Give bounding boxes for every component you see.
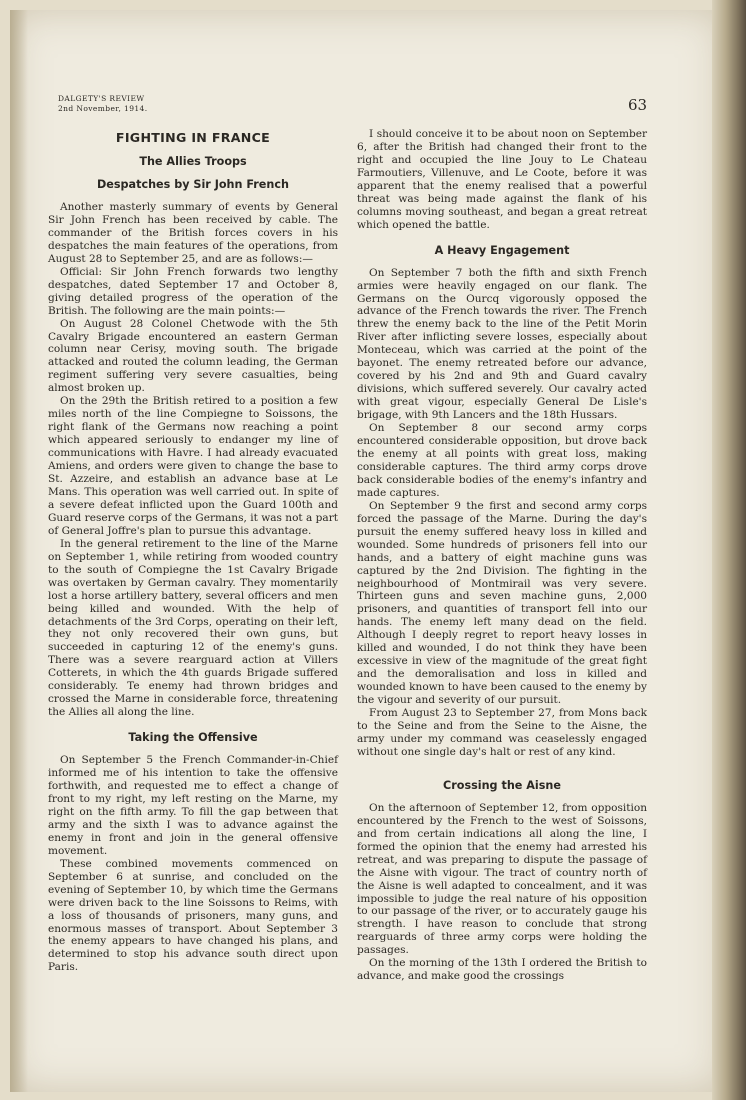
paragraph: On September 5 the French Commander-in-Chief informed me of his intention to take the offensive forthwith, and requested me to effect a change of front to my right, my left resting on the Marne, my right on the fifth army. To fill the gap between that army and the sixth I was to advance against the enemy in front and join in the general offensive movement. [48, 754, 338, 857]
paragraph: Official: Sir John French forwards two lengthy despatches, dated September 17 and October 8, giving detailed progress of the operation of the British. The following are the main points:— [48, 265, 338, 317]
paragraph: On the afternoon of September 12, from opposition encountered by the French to the west of Soissons, and from certain indications all along the line, I formed the opinion that the enemy had arrested his retreat, and was preparing to dispute the passage of the Aisne with vigour. The tract of country north of the Aisne is well adapted to concealment, and it was impossible to judge the real nature of his opposition to our passage of the river, or to accurately gauge his strength. I have reason to conclude that strong rearguards of three army corps were holding the passages. [357, 801, 647, 957]
right-column [357, 128, 647, 983]
paragraph: On September 8 our second army corps encountered considerable opposition, but drove back the enemy at all points with great loss, making considerable captures. The third army corps drove back considerable bodies of the enemy's infantry and made captures. [357, 422, 647, 499]
issue-date: 2nd November, 1914. [58, 104, 148, 113]
paragraph: On the morning of the 13th I ordered the British to advance, and make good the crossings [357, 957, 647, 983]
section-heading-offensive: Taking the Offensive [128, 731, 258, 745]
paragraph: Another masterly summary of events by General Sir John French has been received by cable. The commander of the British forces covers in his despatches the main features of the operations, from August 28 to September 25, and are as follows:— [48, 201, 338, 265]
section-heading-heavy-engagement: A Heavy Engagement [434, 243, 570, 257]
paragraph: From August 23 to September 27, from Mons back to the Seine and from the Seine to the Aisne, the army under my command was ceaselessly engaged without one single day's halt or rest of any kind. [357, 707, 647, 758]
paragraph: On September 9 the first and second army corps forced the passage of the Marne. During the day's pursuit the enemy suffered heavy loss in killed and wounded. Some hundreds of prisoners fell into our hands, and a battery of eight machine guns was captured by the 2nd Division. The fighting in the neighbourhood of Montmirail was very severe. Thirteen guns and seven machine guns, 2,000 prisoners, and quantities of transport fell into our hands. The enemy left many dead on the field. Although I deeply regret to report heavy losses in killed and wounded, I do not think they have been excessive in view of the magnitude of the great fight and the demoralisation and loss in killed and wounded known to have been caused to the enemy by the vigour and severity of our pursuit. [357, 499, 647, 707]
page-number: 63 [628, 96, 648, 114]
article-subtitle: The Allies Troops [139, 155, 247, 168]
paragraph: I should conceive it to be about noon on September 6, after the British had changed their front to the right and occupied the line Jouy to Le Chateau Farmoutiers, Villenuve, and Le Coote, before it was apparent that the enemy realised that a powerful threat was being made against the flank of his columns moving southeast, and began a great retreat which opened the battle. [357, 128, 647, 231]
paragraph: In the general retirement to the line of the Marne on September 1, while retiring from wooded country to the south of Compiegne the 1st Cavalry Brigade was overtaken by German cavalry. They momentarily lost a horse artillery battery, several officers and men being killed and wounded. With the help of detachments of the 3rd Corps, operating on their left, they not only recovered their own guns, but succeeded in capturing 12 of the enemy's guns. There was a severe rearguard action at Villers Cotterets, in which the 4th guards Brigade suffered considerably. Te enemy had thrown bridges and crossed the Marne in considerable force, threatening the Allies all along the line. [48, 537, 338, 719]
document-page [10, 10, 722, 1092]
paragraph: On August 28 Colonel Chetwode with the 5th Cavalry Brigade encountered an eastern German column near Cerisy, moving south. The brigade attacked and routed the column leading, the German regiment suffering very severe casualties, being almost broken up. [48, 317, 338, 395]
paragraph: These combined movements commenced on September 6 at sunrise, and concluded on the evening of September 10, by which time the Germans were driven back to the line Soissons to Reims, with a loss of thousands of prisoners, many guns, and enormous masses of transport. About September 3 the enemy appears to have changed his plans, and determined to stop his advance south direct upon Paris. [48, 857, 338, 974]
running-header [58, 94, 148, 114]
section-heading-crossing-aisne: Crossing the Aisne [443, 778, 561, 792]
page-edge-shadow [10, 10, 28, 1092]
book-binding [712, 0, 746, 1100]
article-title: FIGHTING IN FRANCE [115, 130, 271, 145]
left-column [48, 128, 338, 974]
article-byline: Despatches by Sir John French [97, 178, 289, 191]
spacer [357, 759, 647, 767]
paragraph: On September 7 both the fifth and sixth French armies were heavily engaged on our flank. The Germans on the Ourcq vigorously opposed the advance of the French towards the river. The French threw the enemy back to the line of the Petit Morin River after inflicting severe losses, especially about Monteceau, which was carried at the point of the bayonet. The enemy retreated before our advance, covered by his 2nd and 9th and Guard cavalry divisions, which suffered severely. Our cavalry acted with great vigour, especially General De Lisle's brigage, with 9th Lancers and the 18th Hussars. [357, 266, 647, 422]
publication-name: DALGETY'S REVIEW [58, 94, 145, 103]
paragraph: On the 29th the British retired to a position a few miles north of the line Compiegne to Soissons, the right flank of the Germans now reaching a point which appeared seriously to endanger my line of communications with Havre. I had already evacuated Amiens, and orders were given to change the base to St. Azzeire, and establish an advance base at Le Mans. This operation was well carried out. In spite of a severe defeat inflicted upon the Guard 100th and Guard reserve corps of the Germans, it was not a part of General Joffre's plan to pursue this advantage. [48, 395, 338, 537]
